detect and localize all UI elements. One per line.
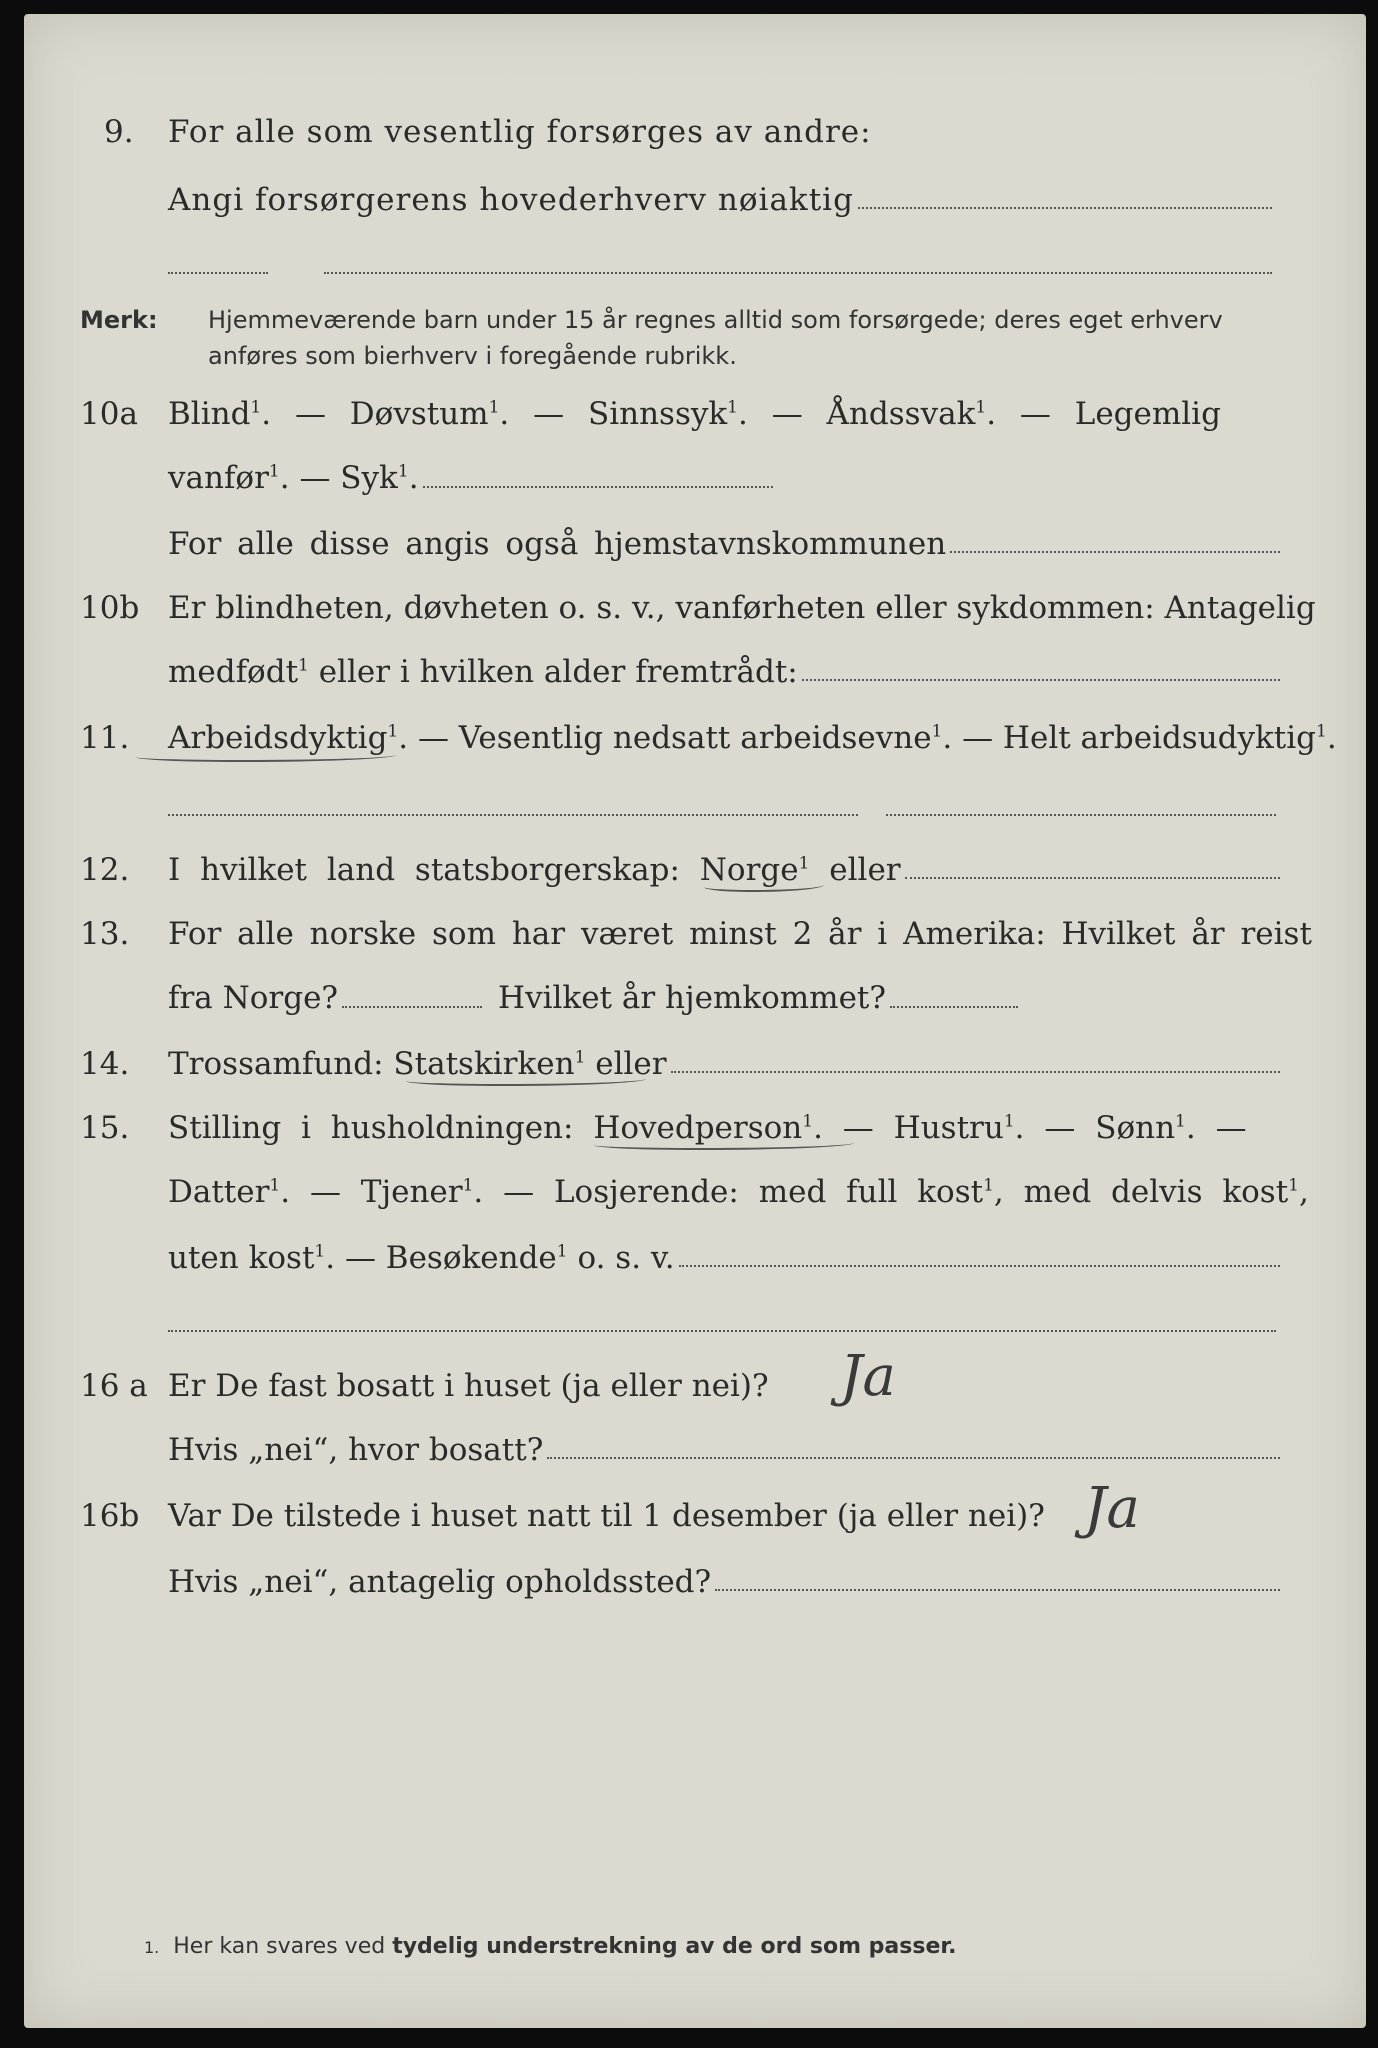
footnote-text-a: Her kan svares ved xyxy=(173,1934,393,1959)
q11-number: 11. xyxy=(80,720,130,756)
q15-handwritten-underline xyxy=(594,1138,854,1150)
q13-line1 xyxy=(24,916,1366,952)
q14-handwritten-underline xyxy=(406,1074,646,1086)
footnote-mark: 1. xyxy=(144,1938,160,1957)
q9-answer-line-extra-b[interactable] xyxy=(324,272,1272,274)
q10a-hjemstavn-line[interactable] xyxy=(950,550,1280,553)
q13-text-1: For alle norske som har været minst 2 år i Amerika: Hvilket år reist xyxy=(168,916,1312,952)
q15-text-2: Datter$^1$. — Tjener$^1$. — Losjerende: med full kost$^1$, med delvis kost$^1$, xyxy=(168,1174,1309,1210)
q10a-syk-line[interactable] xyxy=(423,486,773,488)
q15-answer-line[interactable] xyxy=(679,1264,1280,1267)
q10a-text-3: For alle disse angis også hjemstavnskommunen xyxy=(168,526,947,562)
footnote-text-b: tydelig understrekning av de ord som passer. xyxy=(392,1934,957,1959)
q10b-line1 xyxy=(24,590,1366,626)
q13-text-2a: fra Norge? xyxy=(168,980,339,1016)
q16b-text-1: Var De tilstede i huset natt til 1 desember (ja eller nei)? xyxy=(168,1498,1045,1534)
q15-text-3: uten kost$^1$. — Besøkende$^1$ o. s. v. xyxy=(168,1240,675,1276)
q13-text-2b: Hvilket år hjemkommet? xyxy=(498,980,887,1016)
q15-line2 xyxy=(24,1174,1366,1210)
q14-line xyxy=(24,1046,1280,1082)
q10a-number: 10a xyxy=(80,396,138,432)
q16a-answer-line[interactable] xyxy=(547,1456,1280,1459)
q10b-line2 xyxy=(24,654,1280,690)
q16b-answer-line[interactable] xyxy=(715,1588,1280,1591)
q9-answer-line[interactable] xyxy=(858,206,1272,209)
q16b-text-2: Hvis „nei“, antagelig opholdssted? xyxy=(168,1564,712,1600)
merk-text-1: Hjemmeværende barn under 15 år regnes alltid som forsørgede; deres eget erhverv xyxy=(208,306,1223,334)
q14-answer-line[interactable] xyxy=(671,1070,1280,1073)
q16a-text-2: Hvis „nei“, hvor bosatt? xyxy=(168,1432,544,1468)
q12-handwritten-underline xyxy=(704,880,824,892)
q15-text-1: Stilling i husholdningen: Hovedperson$^1$. — Hustru$^1$. — Sønn$^1$. — xyxy=(168,1110,1247,1146)
q9-line1 xyxy=(24,114,1366,150)
q16b-handwritten-answer: Ja xyxy=(1084,1476,1140,1541)
q10b-number: 10b xyxy=(80,590,140,626)
q14-number: 14. xyxy=(80,1046,130,1082)
q10b-text-1: Er blindheten, døvheten o. s. v., vanførheten eller sykdommen: Antagelig xyxy=(168,590,1316,626)
q10a-line1 xyxy=(24,396,1366,432)
q10b-text-2: medfødt$^1$ eller i hvilken alder fremtrådt: xyxy=(168,654,798,690)
q9-text-1: For alle som vesentlig forsørges av andre: xyxy=(168,114,872,150)
footnote xyxy=(144,1934,956,1959)
q9-line2 xyxy=(24,182,1272,218)
q13-line2 xyxy=(24,980,1366,1016)
q10a-text-1: Blind$^1$. — Døvstum$^1$. — Sinnssyk$^1$. — Åndssvak$^1$. — Legemlig xyxy=(168,396,1221,432)
q10a-text-2: vanfør$^1$. — Syk$^1$. xyxy=(168,460,419,496)
q15-line3 xyxy=(24,1240,1280,1276)
merk-line1 xyxy=(24,306,1366,334)
q12-answer-line[interactable] xyxy=(905,876,1280,879)
merk-label: Merk: xyxy=(80,306,158,334)
q12-line xyxy=(24,852,1280,888)
q16a-number: 16 a xyxy=(80,1368,148,1404)
q15-extra-line[interactable] xyxy=(168,1330,1276,1332)
q12-text: I hvilket land statsborgerskap: Norge$^1$ eller xyxy=(168,852,901,888)
q16b-number: 16b xyxy=(80,1498,140,1534)
q16a-text-1: Er De fast bosatt i huset (ja eller nei)? xyxy=(168,1368,769,1404)
merk-text-2: anføres som bierhverv i foregående rubrikk. xyxy=(208,342,737,370)
q15-number: 15. xyxy=(80,1110,130,1146)
q13-reist-line[interactable] xyxy=(342,1005,482,1008)
q11-extra-line-b[interactable] xyxy=(886,814,1276,816)
q11-handwritten-underline xyxy=(136,750,396,762)
q16b-line2 xyxy=(24,1564,1280,1600)
merk-line2 xyxy=(24,342,1366,370)
q16b-line1 xyxy=(24,1498,1366,1534)
q16a-handwritten-answer: Ja xyxy=(840,1344,896,1409)
q14-text: Trossamfund: Statskirken$^1$ eller xyxy=(168,1046,667,1082)
q9-text-2: Angi forsørgerens hovederhverv nøiaktig xyxy=(168,182,854,218)
q10a-line2 xyxy=(24,460,1366,496)
q16a-line1 xyxy=(24,1368,1366,1404)
q13-number: 13. xyxy=(80,916,130,952)
q9-answer-line-extra-a[interactable] xyxy=(168,272,268,274)
q10b-answer-line[interactable] xyxy=(802,678,1280,681)
q11-text: Arbeidsdyktig$^1$. — Vesentlig nedsatt arbeidsevne$^1$. — Helt arbeidsudyktig$^1$. xyxy=(168,720,1337,756)
q9-number: 9. xyxy=(104,114,134,150)
q13-hjemkommet-line[interactable] xyxy=(890,1005,1018,1008)
q10a-line3 xyxy=(24,526,1280,562)
q11-extra-line-a[interactable] xyxy=(168,814,858,816)
q16a-line2 xyxy=(24,1432,1280,1468)
q12-number: 12. xyxy=(80,852,130,888)
census-form-page xyxy=(24,14,1366,2028)
